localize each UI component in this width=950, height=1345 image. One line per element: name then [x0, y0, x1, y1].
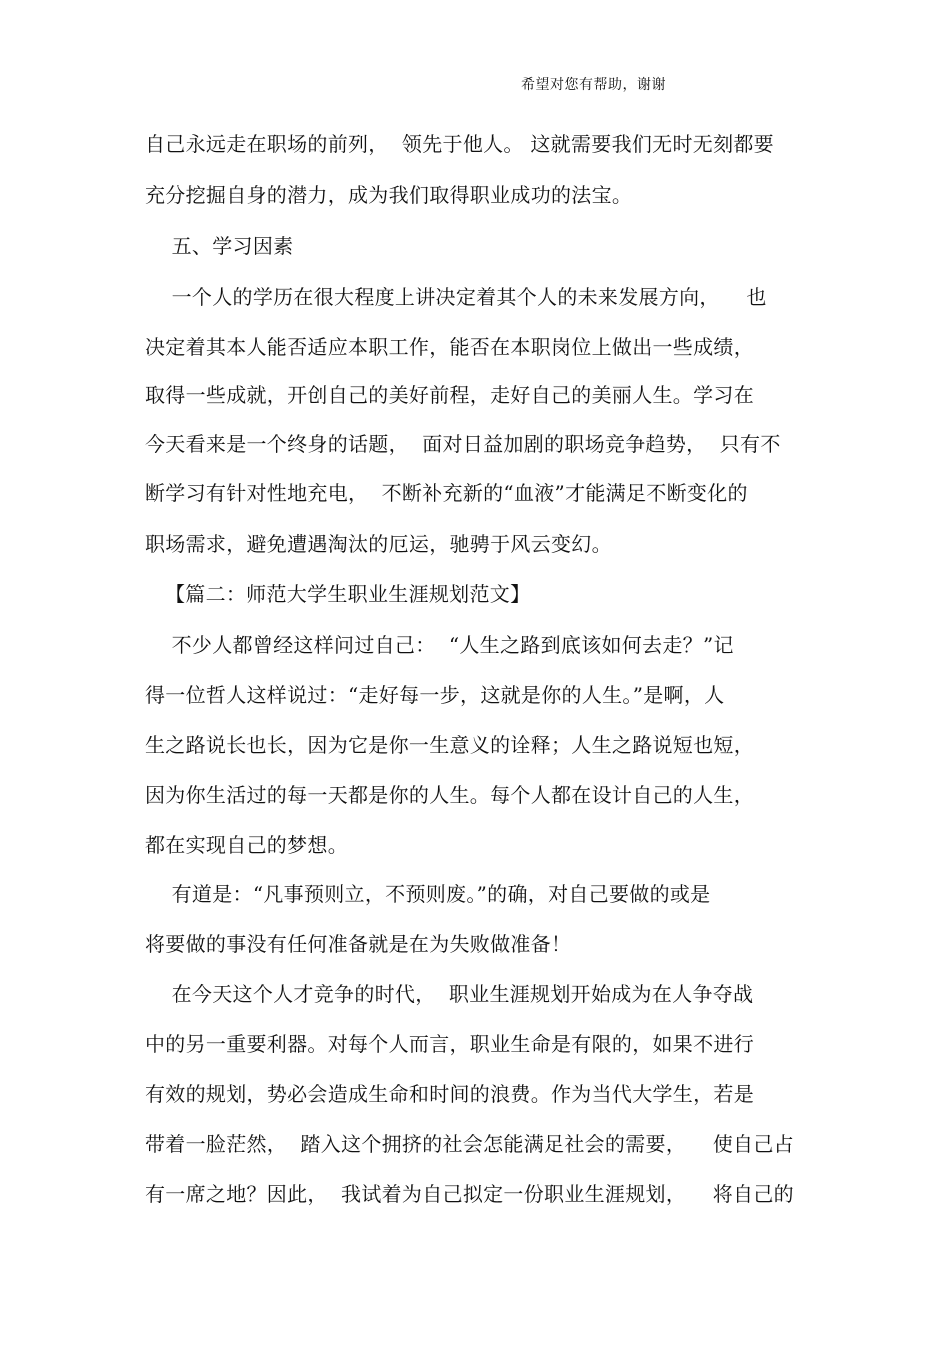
section-heading: 【篇二：师范大学生职业生涯规划范文】	[145, 582, 531, 606]
text-line: 取得一些成就，开创自己的美好前程，走好自己的美丽人生。学习在	[145, 383, 754, 407]
text-line: 职场需求，避免遭遇淘汰的厄运，驰骋于风云变幻。	[145, 532, 612, 556]
text-line: 一个人的学历在很大程度上讲决定着其个人的未来发展方向， 也	[145, 285, 767, 309]
text-line: 有一席之地？因此， 我试着为自己拟定一份职业生涯规划， 将自己的	[145, 1182, 794, 1206]
page-header-note: 希望对您有帮助，谢谢	[521, 77, 666, 93]
text-line: 不少人都曾经这样问过自己： “人生之路到底该如何去走？”记	[145, 633, 734, 657]
section-heading: 五、学习因素	[145, 234, 294, 258]
text-line: 带着一脸茫然， 踏入这个拥挤的社会怎能满足社会的需要， 使自己占	[145, 1132, 794, 1156]
text-line: 断学习有针对性地充电， 不断补充新的“血液”才能满足不断变化的	[145, 481, 748, 505]
text-line: 充分挖掘自身的潜力，成为我们取得职业成功的法宝。	[145, 183, 633, 207]
text-line: 有效的规划，势必会造成生命和时间的浪费。作为当代大学生，若是	[145, 1082, 754, 1106]
text-line: 因为你生活过的每一天都是你的人生。每个人都在设计自己的人生，	[145, 783, 754, 807]
text-line: 都在实现自己的梦想。	[145, 833, 348, 857]
text-line: 中的另一重要利器。对每个人而言，职业生命是有限的，如果不进行	[145, 1032, 754, 1056]
text-line: 得一位哲人这样说过：“走好每一步，这就是你的人生。”是啊，人	[145, 683, 725, 707]
text-line: 决定着其本人能否适应本职工作，能否在本职岗位上做出一些成绩，	[145, 335, 754, 359]
text-line: 有道是：“凡事预则立，不预则废。”的确，对自己要做的或是	[145, 882, 711, 906]
text-line: 将要做的事没有任何准备就是在为失败做准备！	[145, 932, 572, 956]
text-line: 自己永远走在职场的前列， 领先于他人。 这就需要我们无时无刻都要	[145, 132, 774, 156]
text-line: 今天看来是一个终身的话题， 面对日益加剧的职场竞争趋势， 只有不	[145, 432, 781, 456]
text-line: 生之路说长也长，因为它是你一生意义的诠释；人生之路说短也短，	[145, 733, 754, 757]
text-line: 在今天这个人才竞争的时代， 职业生涯规划开始成为在人争夺战	[145, 982, 754, 1006]
